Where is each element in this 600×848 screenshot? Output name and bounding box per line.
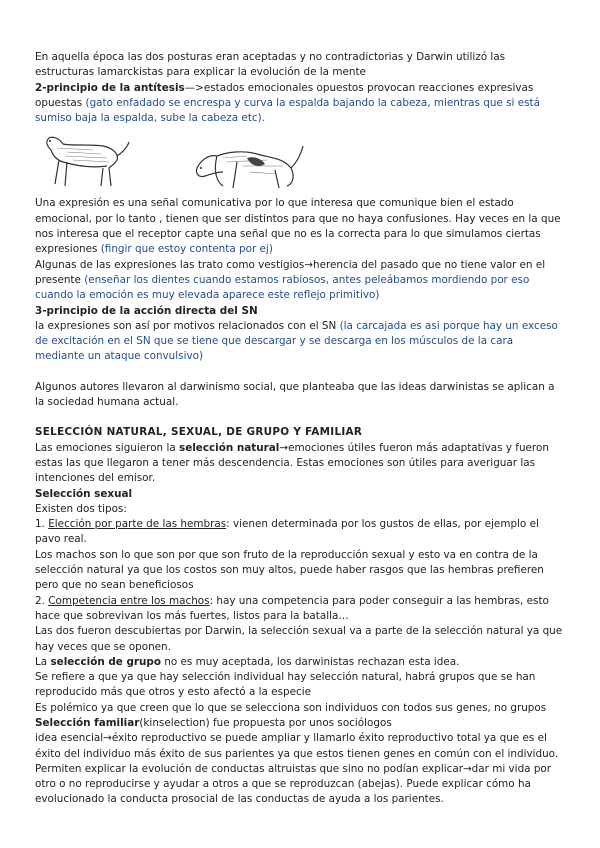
- paragraph-darwin-discovery: Las dos fueron descubiertas por Darwin, la selección sexual va a parte de la selección natural ya que hay veces que se oponen.: [35, 625, 563, 653]
- types-intro: Existen dos tipos:: [35, 502, 127, 515]
- dogs-figure: [35, 128, 565, 192]
- paragraph-signal: [35, 196, 565, 257]
- group-selection-text: no es muy aceptada, los darwinistas rechazan esta idea.: [160, 655, 460, 668]
- paragraph-intro: En aquella época las dos posturas eran aceptadas y no contradictorias y Darwin utilizó las estructuras lamarckistas para explicar la evolución de la mente: [35, 51, 506, 79]
- type1-title: Elección por parte de las hembras: [48, 518, 227, 531]
- vestiges-example: (enseñar los dientes cuando estamos rabiosos, antes peleábamos mordiendo por eso cuando la emoción es muy elevada aparece este reflejo primitivo): [35, 273, 530, 302]
- paragraph-natural-selection: [35, 441, 565, 487]
- antithesis-principle-title: 2-principio de la antítesis: [35, 81, 185, 94]
- signal-example: (fingir que estoy contenta por ej): [100, 243, 273, 256]
- paragraph-altruism: Permiten explicar la evolución de conductas altruistas que sino no podían explicar→dar mi vida por otro o no reproducirse y ayudar a otros a que se reproduzcan (abejas). Puede explicar cómo ha evolucionado la conducta prosocial de las conductas de ayuda a los parientes.: [35, 762, 552, 806]
- paragraph-group-selection: [35, 655, 565, 670]
- natural-selection-text: →emociones útiles fueron más adaptativas y fueron estas las que llegaron a tener más descendencia. Estas emociones son útiles para averiguar las intenciones del emisor.: [35, 441, 549, 485]
- group-selection-term: selección de grupo: [50, 655, 161, 668]
- document-page: [35, 50, 565, 808]
- type2-text: : hay una competencia para poder conseguir a las hembras, esto hace que sobrevivan los más fuertes, listos para la batalla…: [35, 594, 549, 622]
- list-item-type-2: [35, 594, 565, 625]
- sexual-selection-title-text: Selección sexual: [35, 487, 133, 500]
- direct-action-example: (la carcajada es asi porque hay un exceso de excitación en el SN que se tiene que descargar y se descarga en los músculos de la cara mediante un ataque convulsivo): [35, 319, 558, 363]
- paragraph-vestiges: [35, 258, 565, 304]
- type1-number: 1.: [35, 518, 49, 531]
- natural-selection-pre: Las emociones siguieron la: [35, 441, 180, 454]
- group-selection-pre: La: [35, 655, 51, 668]
- list-item-type-1: [35, 517, 565, 548]
- natural-selection-term: selección natural: [179, 441, 280, 454]
- dog-illustration-icon: [37, 128, 132, 192]
- direct-action-text: la expresiones son así por motivos relacionados con el SN: [35, 319, 340, 332]
- vestiges-text: Algunas de las expresiones las trato como vestigios→herencia del pasado que no tiene valor en el presente: [35, 258, 546, 286]
- paragraph-social-darwinism: Algunos autores llevaron al darwinismo social, que planteaba que las ideas darwinistas se aplican a la sociedad humana actual.: [35, 380, 555, 409]
- antithesis-example: (gato enfadado se encrespa y curva la espalda bajando la cabeza, mientras que si está sumiso baja la espalda, sube la cabeza etc).: [35, 96, 540, 125]
- paragraph-males: Los machos son lo que son por que son fruto de la reproducción sexual y esto va en contra de la selección natural ya que los costos son muy altos, puede haber rasgos que las hembras prefieren pero que no sean beneficiosos: [35, 548, 544, 592]
- paragraph-group-polemic: Es polémico ya que creen que lo que se selecciona son individuos con todos sus genes, no grupos: [35, 701, 547, 714]
- type2-number: 2.: [35, 594, 49, 607]
- kin-selection-term: Selección familiar: [35, 716, 140, 729]
- antithesis-text: —>estados emocionales opuestos provocan reacciones expresivas opuestas: [35, 81, 534, 109]
- type2-title: Competencia entre los machos: [48, 594, 210, 607]
- section-heading: SELECCIÓN NATURAL, SEXUAL, DE GRUPO Y FAMILIAR: [35, 426, 363, 439]
- paragraph-group-refers: Se refiere a que ya que hay selección individual hay selección natural, habrá grupos que se han reproducido más que otros y esto afectó a la especie: [35, 671, 536, 699]
- paragraph-direct-action: [35, 319, 565, 365]
- paragraph-direct-action-title: [35, 304, 565, 319]
- paragraph-kin-selection: [35, 716, 565, 731]
- type1-text: : vienen determinada por los gustos de ellas, por ejemplo el pavo real.: [35, 518, 539, 546]
- signal-text: Una expresión es una señal comunicativa por lo que interesa que comunique bien el estado emocional, por lo tanto , tienen que ser distintos para que no haya confusiones. Hay veces en la que nos interesa que el receptor capte una señal que no es la correcta para lo que simulamos ciertas expresiones: [35, 197, 561, 256]
- direct-action-principle-title: 3-principio de la acción directa del SN: [35, 304, 258, 317]
- sexual-selection-title: [35, 487, 565, 502]
- dog-submissive-illustration-icon: [187, 128, 307, 192]
- kin-selection-text: (kinselection) fue propuesta por unos sociólogos: [139, 716, 392, 729]
- paragraph-antithesis: [35, 81, 565, 127]
- paragraph-essential-idea: idea esencial→éxito reproductivo se puede ampliar y llamarlo éxito reproductivo total ya que es el éxito del individuo más éxito de sus parientes ya que estos tienen genes en común con el individuo.: [35, 732, 559, 760]
